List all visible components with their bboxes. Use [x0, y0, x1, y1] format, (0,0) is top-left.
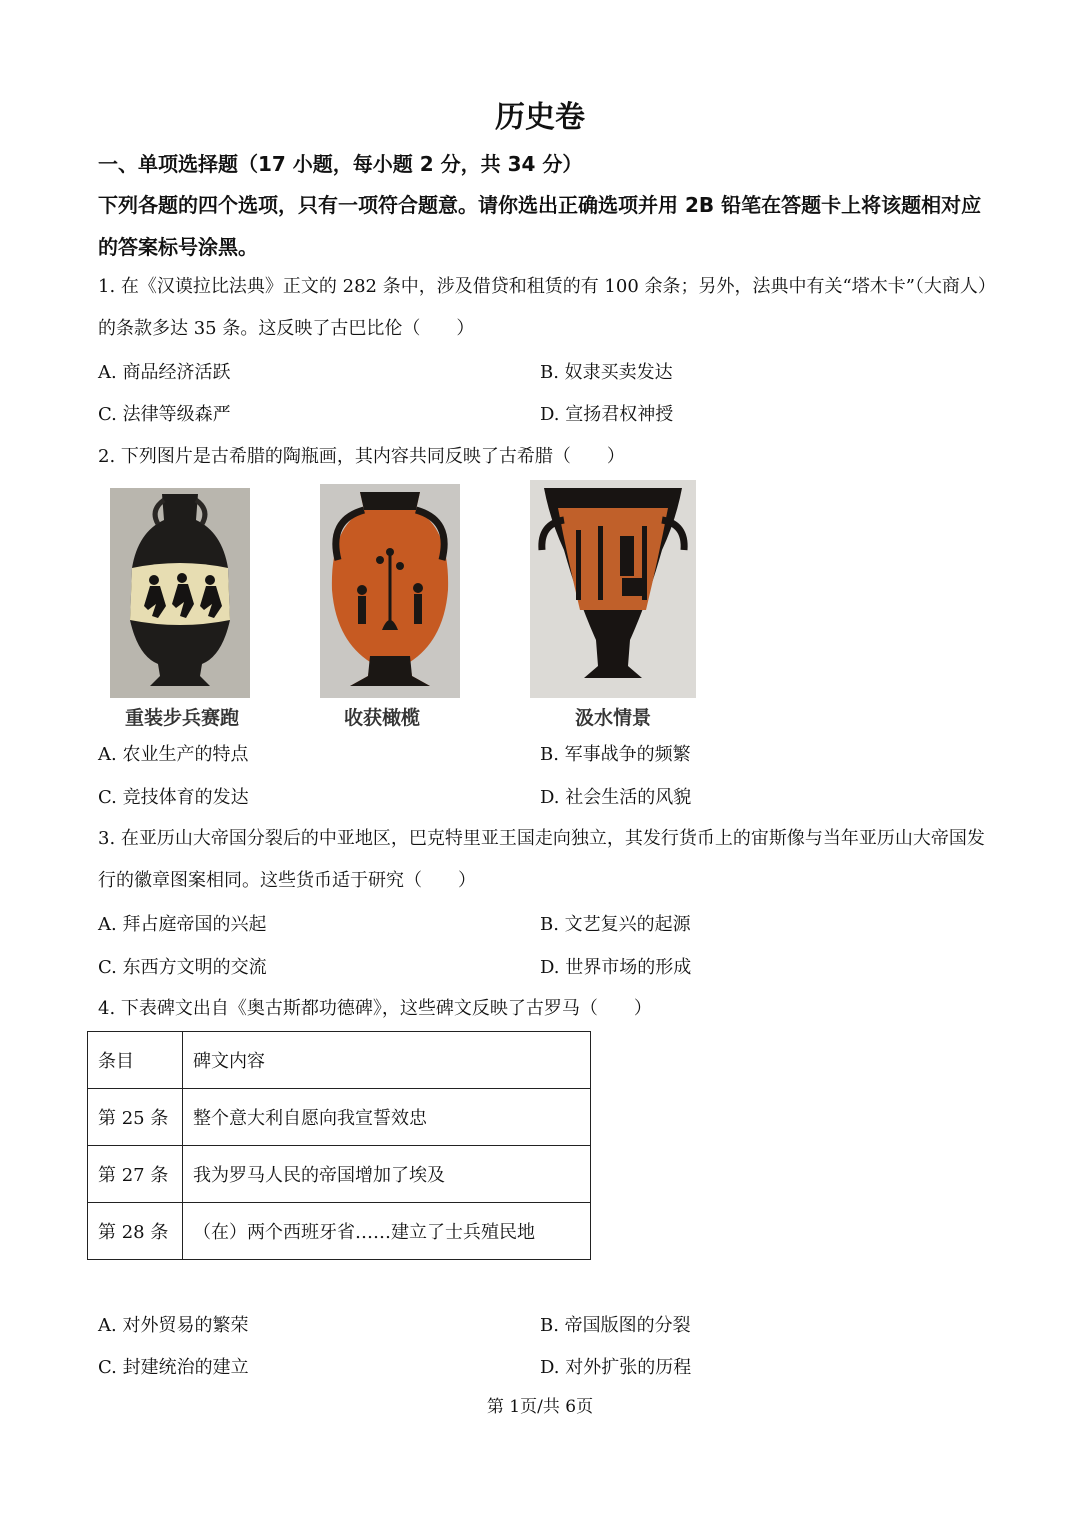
instructions: 下列各题的四个选项，只有一项符合题意。请你选出正确选项并用 2B 铅笔在答题卡上将该题相对应的答案标号涂黑。 — [98, 193, 982, 259]
stele-table — [87, 1031, 591, 1260]
q4-option-b: B. 帝国版图的分裂 — [540, 1315, 691, 1336]
table-cell: 第 25 条 — [88, 1089, 183, 1146]
q1-option-b: B. 奴隶买卖发达 — [540, 362, 673, 383]
section-heading: 一、单项选择题（17 小题，每小题 2 分，共 34 分） — [98, 152, 583, 176]
vase-caption-2: 收获橄榄 — [343, 707, 420, 729]
table-row — [88, 1203, 591, 1260]
table-cell: 我为罗马人民的帝国增加了埃及 — [183, 1146, 591, 1203]
vase-caption-3: 汲水情景 — [574, 707, 651, 729]
q1-option-c: C. 法律等级森严 — [98, 404, 231, 425]
table-header-cell: 条目 — [88, 1032, 183, 1089]
q1-option-d: D. 宣扬君权神授 — [540, 404, 674, 425]
q3-option-c: C. 东西方文明的交流 — [98, 957, 267, 978]
q2-option-b: B. 军事战争的频繁 — [540, 744, 691, 765]
table-cell: （在）两个西班牙省……建立了士兵殖民地 — [183, 1203, 591, 1260]
vase-caption-1: 重装步兵赛跑 — [124, 707, 239, 729]
q2-option-c: C. 竞技体育的发达 — [98, 787, 249, 808]
table-cell: 第 28 条 — [88, 1203, 183, 1260]
q3-option-b: B. 文艺复兴的起源 — [540, 914, 691, 935]
vase-image-water-fetching — [530, 480, 696, 702]
q1-option-a: A. 商品经济活跃 — [98, 362, 231, 383]
table-row — [88, 1089, 591, 1146]
q2-option-a: A. 农业生产的特点 — [98, 744, 249, 765]
q3-option-a: A. 拜占庭帝国的兴起 — [98, 914, 267, 935]
table-header-cell: 碑文内容 — [183, 1032, 591, 1089]
q2-option-d: D. 社会生活的风貌 — [540, 787, 692, 808]
table-header-row — [88, 1032, 591, 1089]
q4-option-d: D. 对外扩张的历程 — [540, 1357, 692, 1378]
q4-option-a: A. 对外贸易的繁荣 — [98, 1315, 249, 1336]
page-footer: 第 1页/共 6页 — [486, 1397, 594, 1417]
question-3-stem: 3. 在亚历山大帝国分裂后的中亚地区，巴克特里亚王国走向独立，其发行货币上的宙斯像与当年亚历山大帝国发行的徽章图案相同。这些货币适于研究（ ） — [98, 828, 985, 891]
question-1-stem: 1. 在《汉谟拉比法典》正文的 282 条中，涉及借贷和租赁的有 100 余条；另外，法典中有关“塔木卡”（大商人）的条款多达 35 条。这反映了古巴比伦（ ） — [98, 276, 987, 339]
vase-image-olive-harvest — [320, 480, 460, 702]
vase-image-hoplite-race — [110, 480, 250, 702]
q3-option-d: D. 世界市场的形成 — [540, 957, 692, 978]
table-cell: 第 27 条 — [88, 1146, 183, 1203]
question-2-stem: 2. 下列图片是古希腊的陶瓶画，其内容共同反映了古希腊（ ） — [98, 446, 625, 467]
q4-option-c: C. 封建统治的建立 — [98, 1357, 249, 1378]
page-title: 历史卷 — [495, 100, 585, 135]
table-cell: 整个意大利自愿向我宣誓效忠 — [183, 1089, 591, 1146]
question-4-stem: 4. 下表碑文出自《奥古斯都功德碑》，这些碑文反映了古罗马（ ） — [98, 998, 652, 1019]
table-row — [88, 1146, 591, 1203]
